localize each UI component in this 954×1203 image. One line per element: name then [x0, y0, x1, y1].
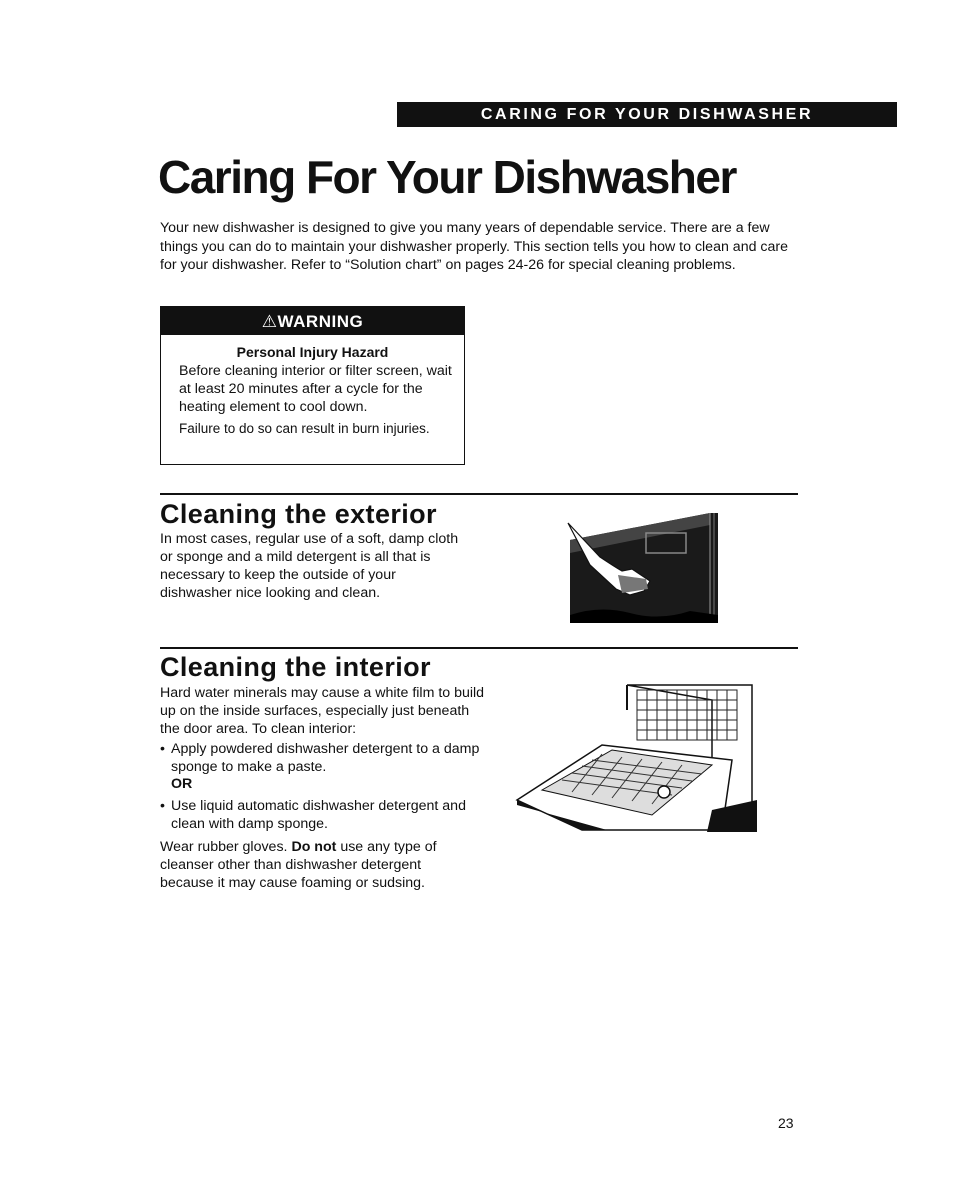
section-divider: [160, 647, 798, 649]
warning-text: Before cleaning interior or filter screen, wait at least 20 minutes after a cycle for the heating element to cool down.: [179, 363, 452, 415]
page-title: Caring For Your Dishwasher: [158, 151, 736, 203]
page-number: 23: [778, 1115, 794, 1131]
interior-heading: Cleaning the interior: [160, 652, 431, 682]
exterior-text: In most cases, regular use of a soft, damp cloth or sponge and a mild detergent is all that is necessary to keep the outside of your dishwasher nice looking and clean.: [160, 531, 459, 601]
bullet-icon: •: [160, 798, 165, 814]
warning-title: Personal Injury Hazard: [236, 344, 389, 360]
interior-note: Wear rubber gloves. Do not use any type of cleanser other than dishwasher detergent because it may cause foaming or sudsing.: [160, 839, 437, 891]
warning-triangle-icon: ⚠: [261, 312, 278, 331]
interior-dishwasher-illustration: [512, 680, 762, 835]
intro-paragraph: Your new dishwasher is designed to give you many years of dependable service. There are a few things you can do to maintain your dishwasher properly. This section tells you how to clean and care for your dishwasher. Refer to “Solution chart” on pages 24-26 for special cleaning problems.: [160, 220, 789, 273]
exterior-cleaning-illustration: [560, 505, 725, 630]
interior-bullet-1: • Apply powdered dishwasher detergent to a damp sponge to make a paste.: [160, 741, 480, 775]
section-divider: [160, 493, 798, 495]
warning-consequence: Failure to do so can result in burn injuries.: [179, 421, 430, 436]
bullet-icon: •: [160, 741, 165, 757]
exterior-heading: Cleaning the exterior: [160, 499, 437, 529]
section-header-bar: CARING FOR YOUR DISHWASHER: [397, 102, 897, 127]
interior-text: Hard water minerals may cause a white film to build up on the inside surfaces, especially just beneath the door area. To clean interior:: [160, 685, 485, 737]
or-label: OR: [171, 776, 193, 792]
warning-label: WARNING: [277, 312, 364, 331]
warning-box: [160, 306, 465, 465]
warning-header: [161, 307, 464, 335]
interior-bullet-2: • Use liquid automatic dishwasher detergent and clean with damp sponge.: [160, 798, 466, 832]
